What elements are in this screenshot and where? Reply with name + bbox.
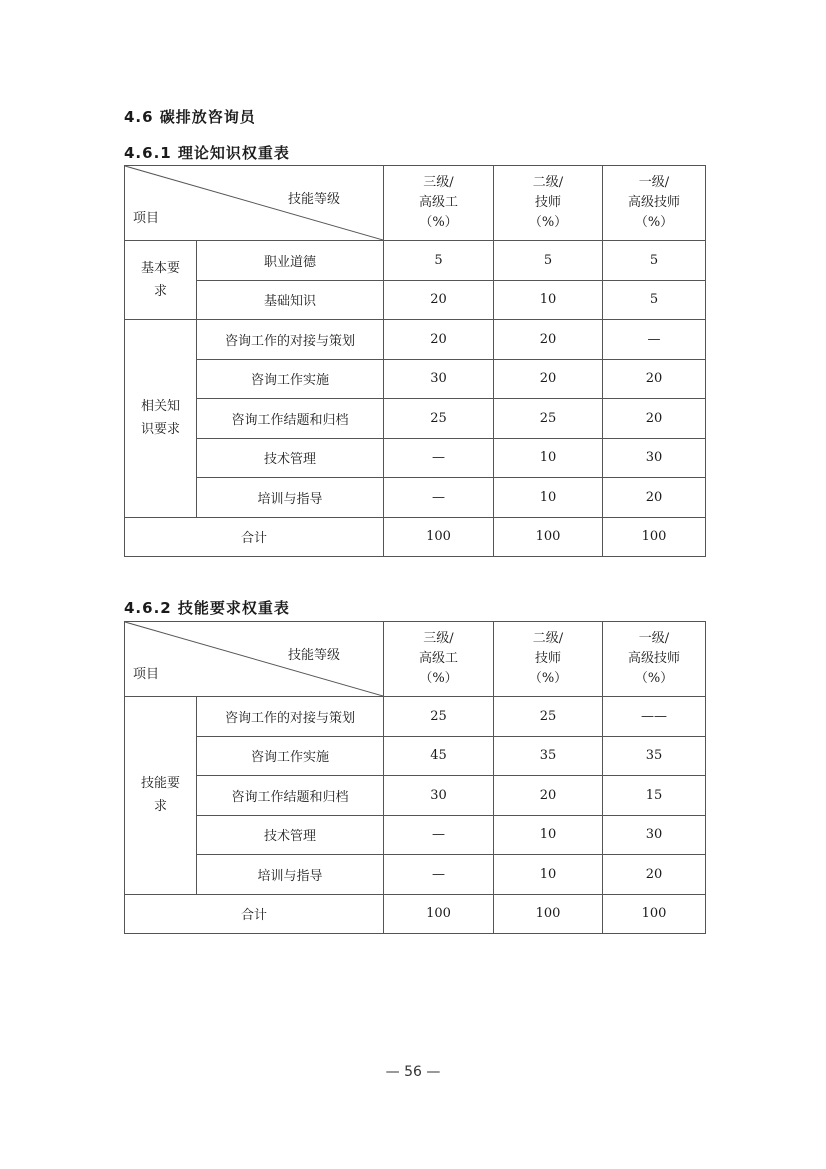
- page-number: — 56 —: [385, 1064, 441, 1080]
- item-name: 基础知识: [197, 280, 384, 320]
- item-name: 咨询工作实施: [197, 736, 384, 776]
- table-row: [125, 438, 706, 478]
- value-cell: 25: [384, 697, 494, 737]
- value-cell: 20: [603, 359, 706, 399]
- item-name: 咨询工作的对接与策划: [197, 697, 384, 737]
- total-row: [125, 894, 706, 934]
- value-cell: 30: [384, 359, 494, 399]
- total-label: 合计: [125, 517, 384, 557]
- value-cell: 30: [603, 815, 706, 855]
- value-cell: ——: [603, 697, 706, 737]
- value-cell: 30: [384, 776, 494, 816]
- value-cell: 25: [494, 697, 603, 737]
- skill-requirement-weight-table: [124, 621, 706, 934]
- category-cell: 基本要 求: [125, 241, 197, 320]
- item-name: 职业道德: [197, 241, 384, 281]
- value-cell: 20: [494, 776, 603, 816]
- table-row: [125, 776, 706, 816]
- item-name: 技术管理: [197, 815, 384, 855]
- value-cell: 35: [494, 736, 603, 776]
- total-value: 100: [384, 894, 494, 934]
- corner-label-item: 项目: [133, 667, 160, 682]
- header-corner-cell: [125, 166, 384, 241]
- table1-title: 4.6.1 理论知识权重表: [124, 144, 290, 162]
- level-header: 二级/ 技师 （%）: [494, 166, 603, 241]
- total-row: [125, 517, 706, 557]
- value-cell: —: [384, 478, 494, 518]
- total-value: 100: [384, 517, 494, 557]
- value-cell: 10: [494, 280, 603, 320]
- item-name: 咨询工作实施: [197, 359, 384, 399]
- level-header: 一级/ 高级技师 （%）: [603, 166, 706, 241]
- value-cell: 10: [494, 815, 603, 855]
- table-row: [125, 320, 706, 360]
- value-cell: 25: [494, 399, 603, 439]
- value-cell: —: [603, 320, 706, 360]
- item-name: 技术管理: [197, 438, 384, 478]
- item-name: 咨询工作结题和归档: [197, 776, 384, 816]
- value-cell: 5: [384, 241, 494, 281]
- value-cell: —: [384, 815, 494, 855]
- table-row: [125, 815, 706, 855]
- value-cell: 10: [494, 438, 603, 478]
- table-row: [125, 241, 706, 281]
- value-cell: 30: [603, 438, 706, 478]
- value-cell: 20: [384, 280, 494, 320]
- item-name: 咨询工作结题和归档: [197, 399, 384, 439]
- value-cell: 10: [494, 478, 603, 518]
- value-cell: 5: [603, 280, 706, 320]
- level-header: 一级/ 高级技师 （%）: [603, 622, 706, 697]
- value-cell: 45: [384, 736, 494, 776]
- value-cell: 20: [384, 320, 494, 360]
- value-cell: 20: [494, 359, 603, 399]
- item-name: 培训与指导: [197, 478, 384, 518]
- item-name: 培训与指导: [197, 855, 384, 895]
- value-cell: —: [384, 855, 494, 895]
- level-header: 三级/ 高级工 （%）: [384, 622, 494, 697]
- corner-label-skill-level: 技能等级: [288, 648, 341, 663]
- corner-label-item: 项目: [133, 211, 160, 226]
- level-header: 二级/ 技师 （%）: [494, 622, 603, 697]
- corner-label-skill-level: 技能等级: [288, 192, 341, 207]
- table-row: [125, 855, 706, 895]
- table-row: [125, 399, 706, 439]
- table-row: [125, 280, 706, 320]
- value-cell: 20: [603, 399, 706, 439]
- theory-knowledge-weight-table: [124, 165, 706, 557]
- table-row: [125, 359, 706, 399]
- table-row: [125, 478, 706, 518]
- level-header: 三级/ 高级工 （%）: [384, 166, 494, 241]
- value-cell: 25: [384, 399, 494, 439]
- value-cell: 15: [603, 776, 706, 816]
- value-cell: 20: [494, 320, 603, 360]
- total-value: 100: [494, 517, 603, 557]
- item-name: 咨询工作的对接与策划: [197, 320, 384, 360]
- category-cell: 技能要 求: [125, 697, 197, 895]
- value-cell: 5: [494, 241, 603, 281]
- value-cell: 20: [603, 855, 706, 895]
- table-row: [125, 736, 706, 776]
- total-value: 100: [494, 894, 603, 934]
- table-row: [125, 697, 706, 737]
- section-title: 4.6 碳排放咨询员: [124, 108, 256, 126]
- value-cell: 10: [494, 855, 603, 895]
- value-cell: —: [384, 438, 494, 478]
- value-cell: 5: [603, 241, 706, 281]
- category-cell: 相关知 识要求: [125, 320, 197, 518]
- table2-title: 4.6.2 技能要求权重表: [124, 599, 290, 617]
- total-label: 合计: [125, 894, 384, 934]
- header-corner-cell: [125, 622, 384, 697]
- total-value: 100: [603, 517, 706, 557]
- value-cell: 35: [603, 736, 706, 776]
- value-cell: 20: [603, 478, 706, 518]
- total-value: 100: [603, 894, 706, 934]
